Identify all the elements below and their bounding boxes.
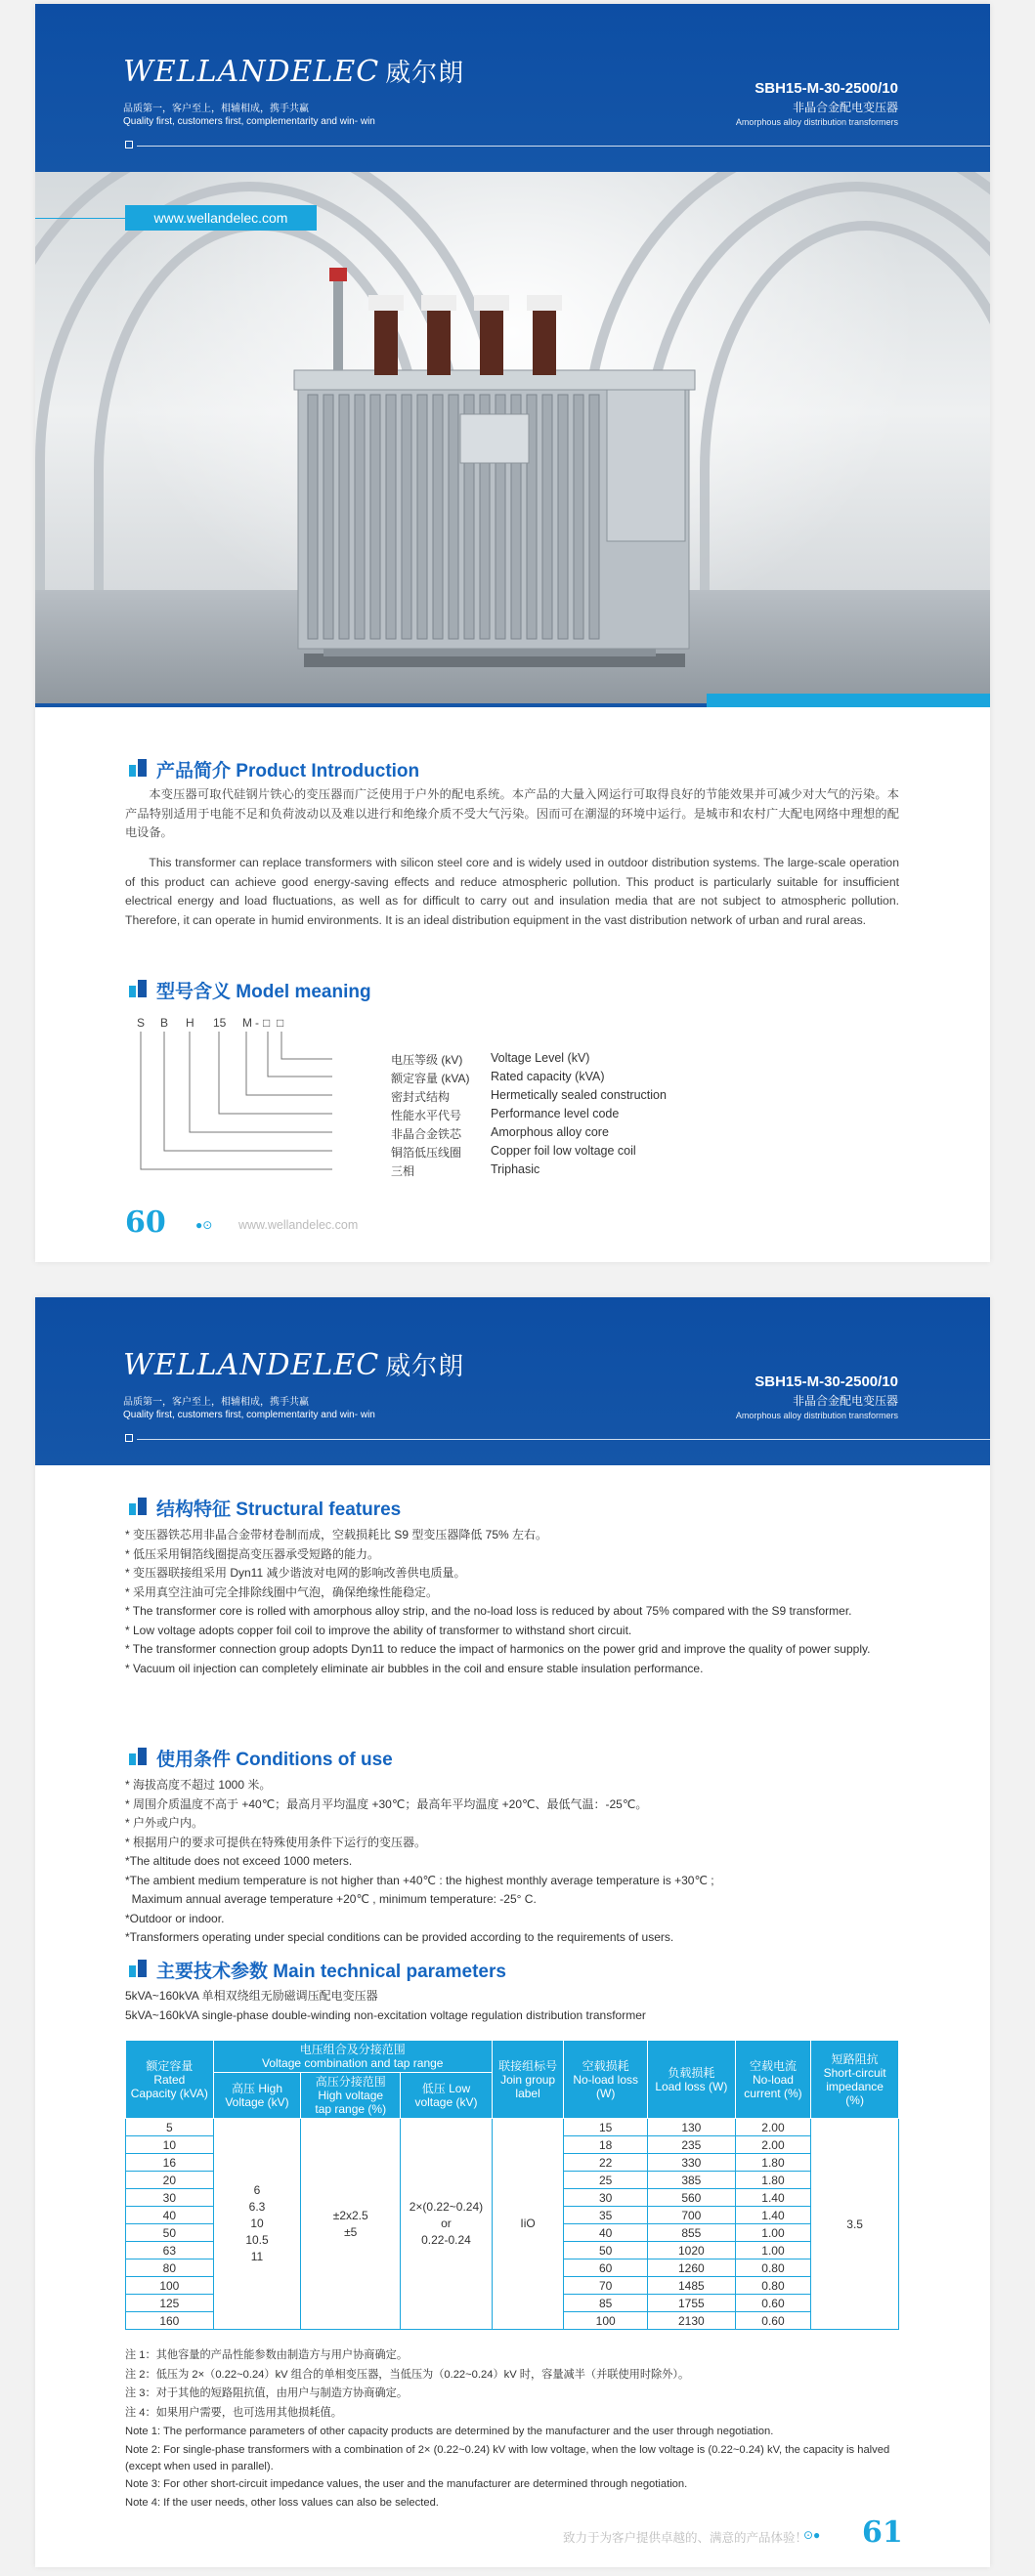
table-subtitle-cn: 5kVA~160kVA 单相双绕组无励磁调压配电变压器 <box>125 1989 378 2003</box>
list-item: * The transformer connection group adopts Dyn11 to reduce the impact of harmonics on the power grid and improve the quality of power supply. <box>125 1642 871 1656</box>
column-header: 电压组合及分接范围 Voltage combination and tap range <box>213 2041 492 2073</box>
code-letter: □ <box>263 1016 271 1030</box>
table-cell: 0.80 <box>735 2259 811 2277</box>
catalog-page-60 <box>35 4 990 1262</box>
intro-text-cn: 本变压器可取代硅钢片铁心的变压器而广泛使用于户外的配电系统。本产品的大量入网运行可取得良好的节能效果并可减少对大气的污染。本产品特别适用于电能不足和负荷波动以及难以进行和绝缘介质不受大气污染。因而可在潮湿的环境中运行。是城市和农村广大配电网络中理想的配电设备。 <box>125 787 899 839</box>
table-cell: 85 <box>564 2295 648 2312</box>
table-cell: 63 <box>126 2242 214 2259</box>
table-cell: 100 <box>564 2312 648 2330</box>
list-item: * Low voltage adopts copper foil coil to improve the ability of transformer to withstand short circuit. <box>125 1623 632 1637</box>
model-item-en: Amorphous alloy core <box>491 1125 609 1139</box>
code-letter: B <box>160 1016 169 1030</box>
table-cell: 855 <box>648 2224 736 2242</box>
page-header <box>35 1297 990 1465</box>
page-dots-icon: ●⊙ <box>195 1218 213 1232</box>
column-header: 负载损耗 Load loss (W) <box>648 2041 736 2119</box>
product-name-cn: 非晶合金配电变压器 <box>792 1394 898 1408</box>
model-info <box>736 1373 898 1420</box>
table-cell: 0.60 <box>735 2312 811 2330</box>
column-header: 空载损耗 No-load loss (W) <box>564 2041 648 2119</box>
table-cell: 2130 <box>648 2312 736 2330</box>
slogan-en: Quality first, customers first, complementarity and win- win <box>123 116 375 127</box>
model-number: SBH15-M-30-2500/10 <box>755 80 898 97</box>
table-cell: 125 <box>126 2295 214 2312</box>
table-cell: 10 <box>126 2136 214 2154</box>
table-cell: 70 <box>564 2277 648 2295</box>
model-item-en: Copper foil low voltage coil <box>491 1144 636 1158</box>
note-item: Note 4: If the user needs, other loss values can also be selected. <box>125 2497 439 2509</box>
table-cell: 1.00 <box>735 2242 811 2259</box>
header-divider <box>137 146 990 147</box>
slogan <box>123 103 375 128</box>
structural-list <box>125 1526 936 1678</box>
model-item-cn: 性能水平代号 <box>391 1109 462 1122</box>
table-cell: 700 <box>648 2207 736 2224</box>
list-item: * Vacuum oil injection can completely eliminate air bubbles in the coil and ensure stable insulation performance. <box>125 1661 704 1675</box>
table-cell: 40 <box>564 2224 648 2242</box>
column-header: 高压分接范围 High voltage tap range (%) <box>301 2073 401 2119</box>
brand-name-en: WELLANDELEC <box>123 1348 380 1382</box>
table-cell: 18 <box>564 2136 648 2154</box>
note-item: 注 3：对于其他的短路阻抗值，由用户与制造方协商确定。 <box>125 2387 409 2399</box>
section-title-technical: 主要技术参数 Main technical parameters <box>129 1957 506 1983</box>
section-title-structural: 结构特征 Structural features <box>129 1495 401 1521</box>
header-divider <box>137 1439 990 1440</box>
table-cell: 22 <box>564 2154 648 2172</box>
slogan <box>123 1396 375 1421</box>
list-item: * The transformer core is rolled with amorphous alloy strip, and the no-load loss is reduced by about 75% compared with the S9 transformer. <box>125 1604 852 1618</box>
brand-name-cn: 威尔朗 <box>385 1352 465 1381</box>
footer-url[interactable]: www.wellandelec.com <box>238 1218 359 1232</box>
table-cell: 35 <box>564 2207 648 2224</box>
table-notes <box>125 2346 907 2513</box>
slogan-cn: 品质第一，客户至上，相辅相成，携手共赢 <box>123 104 309 114</box>
note-item: Note 2: For single-phase transformers with a combination of 2× (0.22~0.24) kV with low voltage, when the low voltage is (0.22~0.24) kV, the capacity is halved (except when used in parallel). <box>125 2443 890 2472</box>
table-cell: 5 <box>126 2119 214 2136</box>
product-name-cn: 非晶合金配电变压器 <box>792 101 898 114</box>
model-item-cn: 额定容量 (kVA) <box>391 1072 470 1085</box>
intro-text-en: This transformer can replace transformers with silicon steel core and is widely used in outdoor distribution systems. The large-scale operation of this product can achieve good energy-saving effects and reduce atmospheric pollution. This product is particularly suitable for insufficient electrical energy and load fluctuations, as well as for difficult to carry out and insulation media that are not subject to atmospheric pollution. Therefore, it can operate in humid environments. It is an ideal distribution equipment in the vast distribution network of urban and rural areas. <box>125 856 899 927</box>
page-number: 60 <box>125 1205 166 1240</box>
table-cell: 30 <box>126 2189 214 2207</box>
table-cell: 1.40 <box>735 2189 811 2207</box>
transformer-image <box>284 268 705 678</box>
table-cell: 0.80 <box>735 2277 811 2295</box>
table-body <box>126 2119 899 2330</box>
brand-name-cn: 威尔朗 <box>385 59 465 88</box>
website-tag[interactable]: www.wellandelec.com <box>125 205 317 231</box>
table-cell: 15 <box>564 2119 648 2136</box>
note-item: 注 2：低压为 2×（0.22~0.24）kV 组合的单相变压器，当低压为（0.22~0.24）kV 时，容量减半（并联使用时除外）。 <box>125 2368 690 2381</box>
table-cell: 16 <box>126 2154 214 2172</box>
table-cell: 50 <box>126 2224 214 2242</box>
code-letter: □ <box>277 1016 284 1030</box>
technical-parameters-table <box>125 2040 899 2330</box>
product-name-en: Amorphous alloy distribution transformers <box>735 1411 898 1420</box>
code-letter: 15 <box>213 1016 227 1030</box>
list-item: * 低压采用铜箔线圈提高变压器承受短路的能力。 <box>125 1546 380 1561</box>
table-cell: 1260 <box>648 2259 736 2277</box>
table-cell: 160 <box>126 2312 214 2330</box>
brand-name-en: WELLANDELEC <box>123 55 380 89</box>
table-cell: 60 <box>564 2259 648 2277</box>
table-subtitle-en: 5kVA~160kVA single-phase double-winding non-excitation voltage regulation distribution transformer <box>125 2007 646 2022</box>
table-cell: 80 <box>126 2259 214 2277</box>
table-cell: 1.40 <box>735 2207 811 2224</box>
table-cell: 1020 <box>648 2242 736 2259</box>
photo-accent-bar <box>707 694 990 707</box>
code-letter: M <box>242 1016 252 1030</box>
section-title-intro: 产品简介 Product Introduction <box>129 756 419 782</box>
list-item: *Outdoor or indoor. <box>125 1911 225 1925</box>
model-item-cn: 电压等级 (kV) <box>391 1053 463 1067</box>
table-row <box>126 2119 899 2136</box>
model-item-cn: 密封式结构 <box>391 1090 451 1104</box>
column-header: 联接组标号 Join group label <box>492 2041 564 2119</box>
table-cell: 1.80 <box>735 2172 811 2189</box>
product-name-en: Amorphous alloy distribution transformers <box>735 117 898 127</box>
page-header <box>35 4 990 172</box>
table-cell: 0.60 <box>735 2295 811 2312</box>
model-item-en: Hermetically sealed construction <box>491 1088 667 1102</box>
list-item: *The ambient medium temperature is not higher than +40℃ : the highest monthly average temperature is +30℃ ; <box>125 1873 714 1887</box>
column-header: 短路阻抗 Short-circuit impedance (%) <box>811 2041 899 2119</box>
list-item: * 变压器铁芯用非晶合金带材卷制而成，空载损耗比 S9 型变压器降低 75% 左右。 <box>125 1528 548 1541</box>
table-cell: 50 <box>564 2242 648 2259</box>
list-item: * 变压器联接组采用 Dyn11 减少谐波对电网的影响改善供电质量。 <box>125 1566 466 1580</box>
column-header: 空载电流 No-load current (%) <box>735 2041 811 2119</box>
code-letter: S <box>137 1016 146 1030</box>
slogan-en: Quality first, customers first, complementarity and win- win <box>123 1410 375 1420</box>
table-cell: 30 <box>564 2189 648 2207</box>
table-cell: 40 <box>126 2207 214 2224</box>
list-item: * 周围介质温度不高于 +40℃；最高月平均温度 +30℃；最高年平均温度 +20℃、最低气温：-25℃。 <box>125 1796 648 1811</box>
model-item-cn: 铜箔低压线圈 <box>391 1146 462 1160</box>
table-cell: 1.80 <box>735 2154 811 2172</box>
list-item: * 户外或户内。 <box>125 1816 204 1830</box>
note-item: 注 1：其他容量的产品性能参数由制造方与用户协商确定。 <box>125 2349 409 2361</box>
table-cell: IiO <box>492 2119 564 2330</box>
model-item-en: Triphasic <box>491 1162 540 1176</box>
table-cell: ±2x2.5 ±5 <box>301 2119 401 2330</box>
list-item: * 根据用户的要求可提供在特殊使用条件下运行的变压器。 <box>125 1835 427 1849</box>
model-number: SBH15-M-30-2500/10 <box>755 1373 898 1390</box>
slogan-cn: 品质第一，客户至上，相辅相成，携手共赢 <box>123 1397 309 1408</box>
product-photo <box>35 172 990 707</box>
column-header: 低压 Low voltage (kV) <box>401 2073 493 2119</box>
list-item: Maximum annual average temperature +20℃ , minimum temperature: -25° C. <box>125 1892 537 1906</box>
table-cell: 6 6.3 10 10.5 11 <box>213 2119 301 2330</box>
list-item: * 海拔高度不超过 1000 米。 <box>125 1778 272 1792</box>
list-item: * 采用真空注油可完全排除线圈中气泡，确保绝缘性能稳定。 <box>125 1584 439 1599</box>
model-item-cn: 非晶合金铁芯 <box>391 1127 462 1141</box>
table-cell: 3.5 <box>811 2119 899 2330</box>
technical-subtitle <box>125 1987 936 2025</box>
header-square-icon <box>125 1434 133 1442</box>
section-title-conditions: 使用条件 Conditions of use <box>129 1745 393 1771</box>
table-cell: 1.00 <box>735 2224 811 2242</box>
catalog-page-61 <box>35 1297 990 2567</box>
note-item: 注 4：如果用户需要，也可选用其他损耗值。 <box>125 2406 342 2419</box>
table-cell: 1755 <box>648 2295 736 2312</box>
column-header: 额定容量 Rated Capacity (kVA) <box>126 2041 214 2119</box>
header-square-icon <box>125 141 133 148</box>
table-cell: 560 <box>648 2189 736 2207</box>
table-cell: 25 <box>564 2172 648 2189</box>
table-cell: 235 <box>648 2136 736 2154</box>
column-header: 高压 High Voltage (kV) <box>213 2073 301 2119</box>
table-cell: 2.00 <box>735 2136 811 2154</box>
url-tag-line <box>35 218 125 219</box>
page-number: 61 <box>862 2515 903 2550</box>
model-item-cn: 三相 <box>391 1164 415 1178</box>
list-item: *The altitude does not exceed 1000 meters. <box>125 1854 353 1868</box>
note-item: Note 1: The performance parameters of other capacity products are determined by the manufacturer and the user through negotiation. <box>125 2426 774 2437</box>
model-info <box>736 80 898 127</box>
table-cell: 130 <box>648 2119 736 2136</box>
table-cell: 20 <box>126 2172 214 2189</box>
model-code-diagram <box>137 1016 723 1192</box>
model-item-en: Performance level code <box>491 1107 620 1120</box>
list-item: *Transformers operating under special conditions can be provided according to the requirements of users. <box>125 1930 674 1944</box>
code-letter: H <box>186 1016 194 1030</box>
footer-tagline: 致力于为客户提供卓越的、满意的产品体验！ <box>563 2531 808 2545</box>
table-cell: 385 <box>648 2172 736 2189</box>
code-letter: - <box>255 1016 259 1030</box>
model-item-en: Voltage Level (kV) <box>491 1051 590 1065</box>
conditions-list <box>125 1776 936 1948</box>
section-title-model-meaning: 型号含义 Model meaning <box>129 977 371 1003</box>
note-item: Note 3: For other short-circuit impedance values, the user and the manufacturer are determined through negotiation. <box>125 2477 688 2490</box>
table-cell: 100 <box>126 2277 214 2295</box>
brand-logo <box>123 1346 464 1382</box>
table-cell: 2×(0.22~0.24) or 0.22-0.24 <box>401 2119 493 2330</box>
table-cell: 1485 <box>648 2277 736 2295</box>
table-cell: 2.00 <box>735 2119 811 2136</box>
brand-logo <box>123 53 464 89</box>
table-cell: 330 <box>648 2154 736 2172</box>
model-item-en: Rated capacity (kVA) <box>491 1070 605 1083</box>
page-dots-icon: ⊙● <box>803 2528 821 2542</box>
